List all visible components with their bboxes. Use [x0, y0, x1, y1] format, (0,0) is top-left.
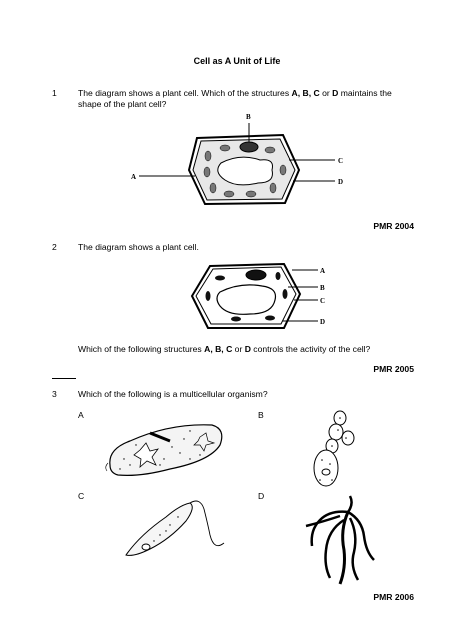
yeast-drawing: [300, 410, 360, 490]
q1-label-a: A: [131, 173, 137, 181]
q2-label-a: A: [320, 267, 326, 275]
question-3-number: 3: [52, 389, 57, 399]
question-1-source: PMR 2004: [373, 221, 414, 231]
plant-cell-diagram-1: [125, 108, 355, 213]
question-2-prompt: Which of the following structures A, B, C or D controls the activity of the cell?: [78, 344, 371, 354]
euglena-drawing: [120, 495, 230, 565]
q1-label-b: B: [246, 113, 251, 121]
paramecium-drawing: [100, 415, 230, 485]
question-2-source: PMR 2005: [373, 364, 414, 374]
question-1-text: The diagram shows a plant cell. Which of the structures A, B, C or D maintains the shape of the plant cell?: [78, 88, 392, 109]
q2-label-d: D: [320, 318, 326, 326]
q1-label-d: D: [338, 178, 344, 186]
hydra-drawing: [300, 490, 380, 590]
divider: [52, 378, 76, 379]
question-2-number: 2: [52, 242, 57, 252]
option-c-label: C: [78, 491, 85, 501]
option-d-label: D: [258, 491, 265, 501]
page-title: Cell as A Unit of Life: [193, 56, 281, 66]
option-a-label: A: [78, 410, 84, 420]
question-3-source: PMR 2006: [373, 592, 414, 602]
q1-label-c: C: [338, 157, 344, 165]
option-b-label: B: [258, 410, 264, 420]
question-2-intro: The diagram shows a plant cell.: [78, 242, 199, 252]
q2-label-b: B: [320, 284, 325, 292]
q2-label-c: C: [320, 297, 326, 305]
question-3-text: Which of the following is a multicellular organism?: [78, 389, 268, 399]
plant-cell-diagram-2: [180, 258, 340, 338]
question-1-number: 1: [52, 88, 57, 98]
